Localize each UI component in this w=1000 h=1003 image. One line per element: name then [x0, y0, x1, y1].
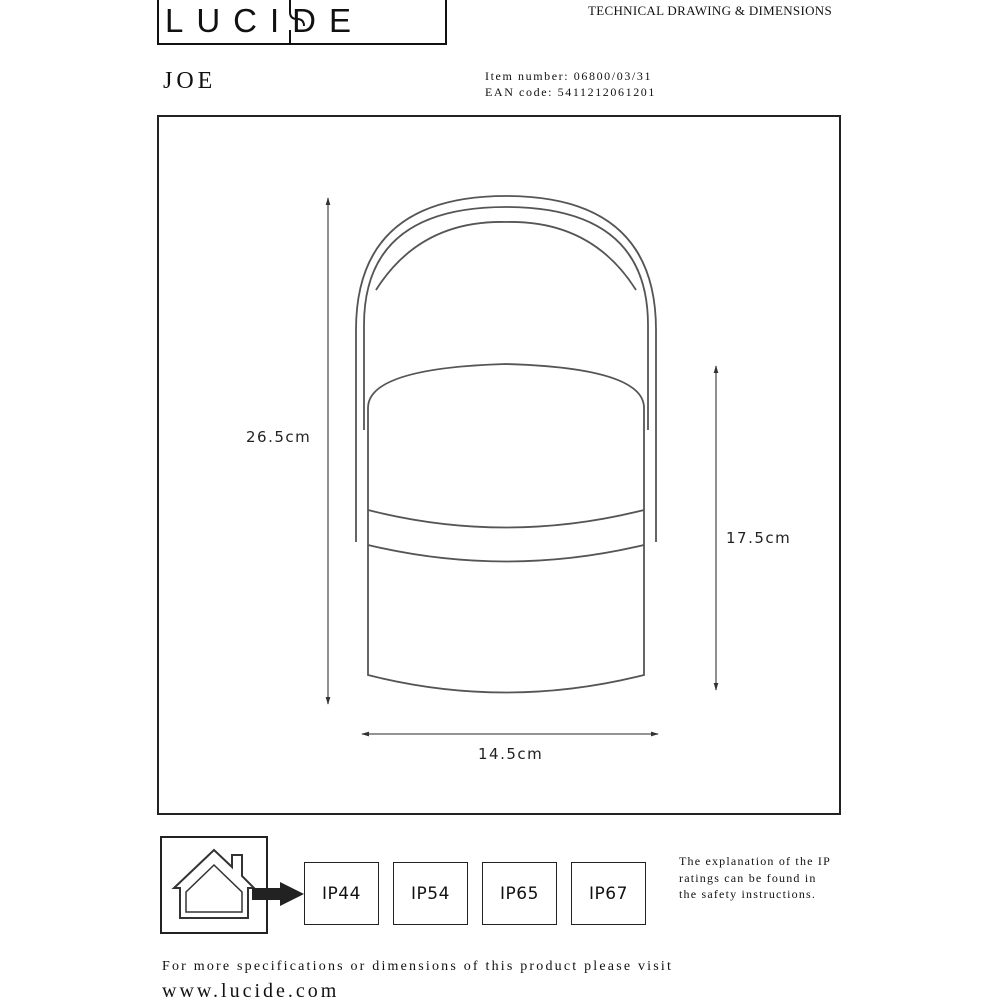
footer-info: For more specifications or dimensions of this product please visit	[162, 959, 674, 974]
document-type-title: TECHNICAL DRAWING & DIMENSIONS	[588, 3, 832, 18]
brand-logo: LUCIDE	[165, 2, 365, 39]
arrow-right-icon	[250, 880, 306, 908]
height-shade-label: 17.5cm	[726, 529, 792, 547]
lamp-outline	[356, 196, 656, 693]
height-total-label: 26.5cm	[246, 428, 312, 446]
ip-rating-badge: IP44	[304, 862, 379, 925]
ip-rating-badge: IP65	[482, 862, 557, 925]
website-link[interactable]: www.lucide.com	[162, 980, 340, 1002]
ip-rating-badge: IP54	[393, 862, 468, 925]
product-name: JOE	[163, 68, 217, 94]
width-label: 14.5cm	[478, 745, 544, 763]
ean-code: EAN code: 5411212061201	[485, 85, 657, 99]
ip-rating-badge: IP67	[571, 862, 646, 925]
ip-rating-note: The explanation of the IP ratings can be found in the safety instructions.	[679, 854, 831, 901]
item-number: Item number: 06800/03/31	[485, 69, 653, 83]
